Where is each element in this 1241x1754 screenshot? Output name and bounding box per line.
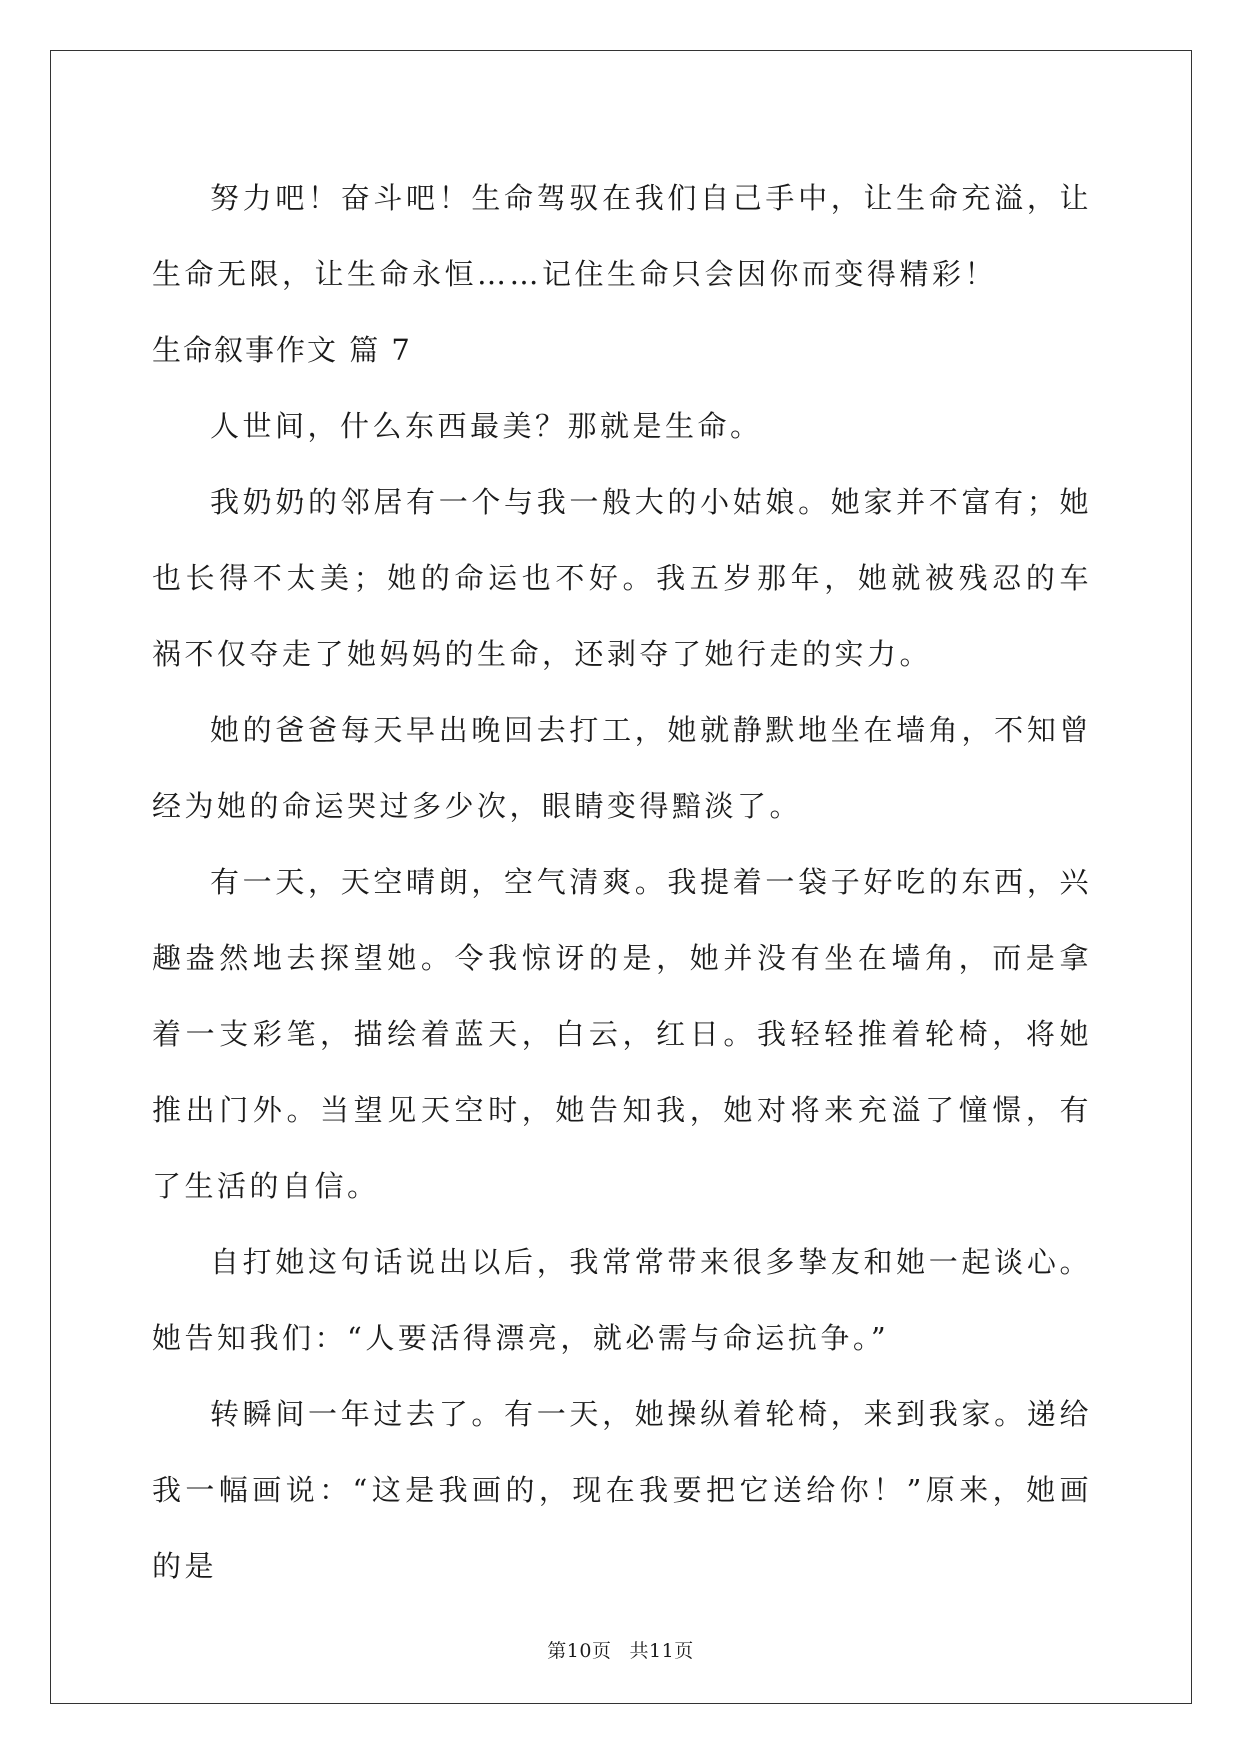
page-footer <box>0 1636 1241 1663</box>
footer-page-unit: 页 <box>591 1640 612 1662</box>
document-body <box>152 160 1092 1604</box>
paragraph: 人世间，什么东西最美？那就是生命。 <box>210 409 763 443</box>
footer-total-prefix: 共 <box>629 1640 650 1662</box>
footer-total-unit: 页 <box>674 1640 694 1662</box>
paragraph: 自打她这句话说出以后，我常常带来很多挚友和她一起谈心。她告知我们：“人要活得漂亮，就必需与命运抗争。” <box>152 1245 1092 1355</box>
total-pages-number: 11 <box>649 1640 675 1662</box>
paragraph: 转瞬间一年过去了。有一天，她操纵着轮椅，来到我家。递给我一幅画说：“这是我画的，现在我要把它送给你！”原来，她画的是 <box>152 1397 1092 1583</box>
paragraph: 我奶奶的邻居有一个与我一般大的小姑娘。她家并不富有；她也长得不太美；她的命运也不好。我五岁那年，她就被残忍的车祸不仅夺走了她妈妈的生命，还剥夺了她行走的实力。 <box>152 485 1092 671</box>
footer-prefix: 第 <box>547 1640 567 1662</box>
current-page-number: 10 <box>566 1640 592 1662</box>
paragraph: 努力吧！奋斗吧！生命驾驭在我们自己手中，让生命充溢，让生命无限，让生命永恒……记住生命只会因你而变得精彩！ <box>152 181 1092 291</box>
paragraph: 有一天，天空晴朗，空气清爽。我提着一袋子好吃的东西，兴趣盎然地去探望她。令我惊讶的是，她并没有坐在墙角，而是拿着一支彩笔，描绘着蓝天，白云，红日。我轻轻推着轮椅，将她推出门外。当望见天空时，她告知我，她对将来充溢了憧憬，有了生活的自信。 <box>152 865 1092 1203</box>
section-title: 生命叙事作文 篇 7 <box>152 333 412 367</box>
paragraph: 她的爸爸每天早出晚回去打工，她就静默地坐在墙角，不知曾经为她的命运哭过多少次，眼睛变得黯淡了。 <box>152 713 1092 823</box>
